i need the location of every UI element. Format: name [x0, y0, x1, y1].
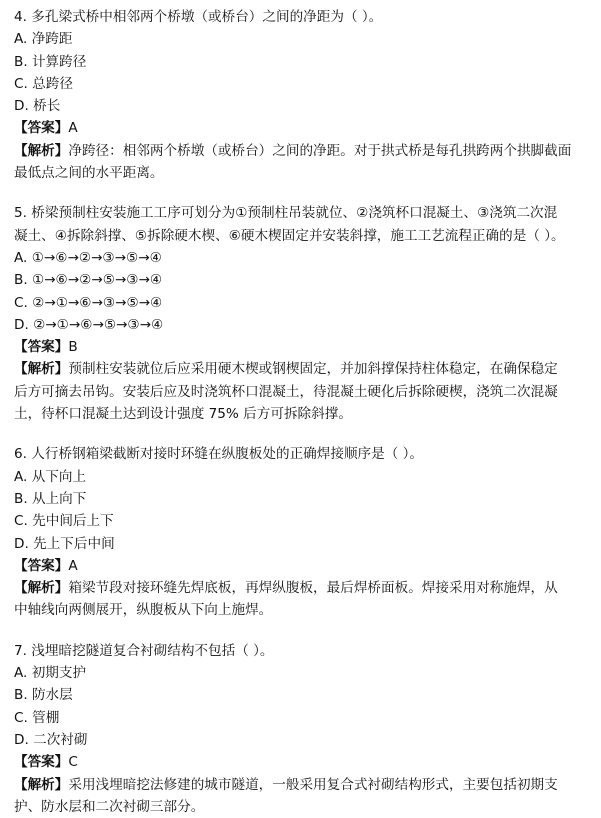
- analysis-line-3: 土，待杯口混凝土达到设计强度 75% 后方可拆除斜撑。: [14, 406, 352, 423]
- analysis-line-2: 最低点之间的水平距离。: [14, 165, 164, 182]
- option-a: A. 净跨距: [14, 31, 73, 48]
- analysis-text: 预制柱安装就位后应采用硬木楔或钢楔固定，并加斜撑保持柱体稳定，在确保稳定: [68, 361, 558, 378]
- answer-label: 【答案】: [14, 557, 69, 574]
- analysis-label: 【解析】: [14, 580, 69, 597]
- answer-label: 【答案】: [14, 120, 69, 137]
- option-b: B. 计算跨径: [14, 53, 87, 70]
- option-c: C. 管棚: [14, 709, 60, 726]
- option-d: D. 二次衬砌: [14, 731, 88, 748]
- analysis-text: 采用浅埋暗挖法修建的城市隧道，一般采用复合式衬砌结构形式，主要包括初期支: [68, 776, 558, 793]
- analysis-text: 箱梁节段对接环缝先焊底板，再焊纵腹板，最后焊桥面板。焊接采用对称施焊，从: [68, 580, 558, 597]
- analysis-line-2: 护、防水层和二次衬砌三部分。: [14, 798, 205, 815]
- question-5: [14, 202, 592, 425]
- answer-line: [14, 336, 592, 358]
- analysis-line-2: 中轴线向两侧展开，纵腹板从下向上施焊。: [14, 602, 273, 619]
- option-c: C. ②→①→⑥→③→⑤→④: [14, 294, 163, 311]
- analysis-line-1: [14, 140, 592, 162]
- option-a: A. ①→⑥→②→③→⑤→④: [14, 249, 162, 266]
- option-a: A. 初期支护: [14, 665, 87, 682]
- answer-label: 【答案】: [14, 339, 69, 356]
- analysis-label: 【解析】: [14, 361, 69, 378]
- option-a: A. 从下向上: [14, 468, 87, 485]
- question-stem: 4. 多孔梁式桥中相邻两个桥墩（或桥台）之间的净距为（ ）。: [14, 9, 383, 25]
- answer-line: [14, 751, 592, 773]
- question-4: [14, 6, 592, 184]
- option-b: B. 防水层: [14, 687, 73, 704]
- question-stem-line-1: 5. 桥梁预制柱安装施工工序可划分为①预制柱吊装就位、②浇筑杯口混凝土、③浇筑二次混: [14, 205, 558, 222]
- option-b: B. 从上向下: [14, 490, 87, 507]
- option-c: C. 总跨径: [14, 75, 73, 92]
- answer-value: C: [68, 754, 78, 771]
- analysis-label: 【解析】: [14, 776, 69, 793]
- option-d: D. 桥长: [14, 98, 61, 115]
- question-stem-line-2: 凝土、④拆除斜撑、⑤拆除硬木楔、⑥硬木楔固定并安装斜撑，施工工艺流程正确的是（ ）。: [14, 227, 565, 244]
- option-c: C. 先中间后上下: [14, 513, 114, 530]
- answer-line: [14, 555, 592, 577]
- option-d: D. 先上下后中间: [14, 535, 115, 552]
- answer-value: B: [68, 339, 78, 356]
- question-stem: 7. 浅埋暗挖隧道复合衬砌结构不包括（ ）。: [14, 642, 274, 659]
- analysis-label: 【解析】: [14, 142, 69, 159]
- answer-label: 【答案】: [14, 754, 69, 771]
- answer-line: [14, 117, 592, 139]
- option-b: B. ①→⑥→②→⑤→③→④: [14, 272, 163, 289]
- analysis-line-1: [14, 577, 592, 599]
- question-6: [14, 443, 592, 621]
- analysis-line-1: [14, 774, 592, 796]
- document-page: [14, 6, 592, 818]
- option-d: D. ②→①→⑥→⑤→③→④: [14, 316, 164, 333]
- answer-value: A: [68, 120, 78, 137]
- analysis-line-1: [14, 358, 592, 380]
- analysis-line-2: 后方可摘去吊钩。安装后应及时浇筑杯口混凝土，待混凝土硬化后拆除硬楔，浇筑二次混凝: [14, 383, 558, 400]
- question-7: [14, 640, 592, 818]
- answer-value: A: [68, 557, 78, 574]
- question-stem: 6. 人行桥钢箱梁截断对接时环缝在纵腹板处的正确焊接顺序是（ ）。: [14, 446, 424, 463]
- analysis-text: 净跨径：相邻两个桥墩（或桥台）之间的净距。对于拱式桥是每孔拱跨两个拱脚截面: [68, 142, 572, 159]
